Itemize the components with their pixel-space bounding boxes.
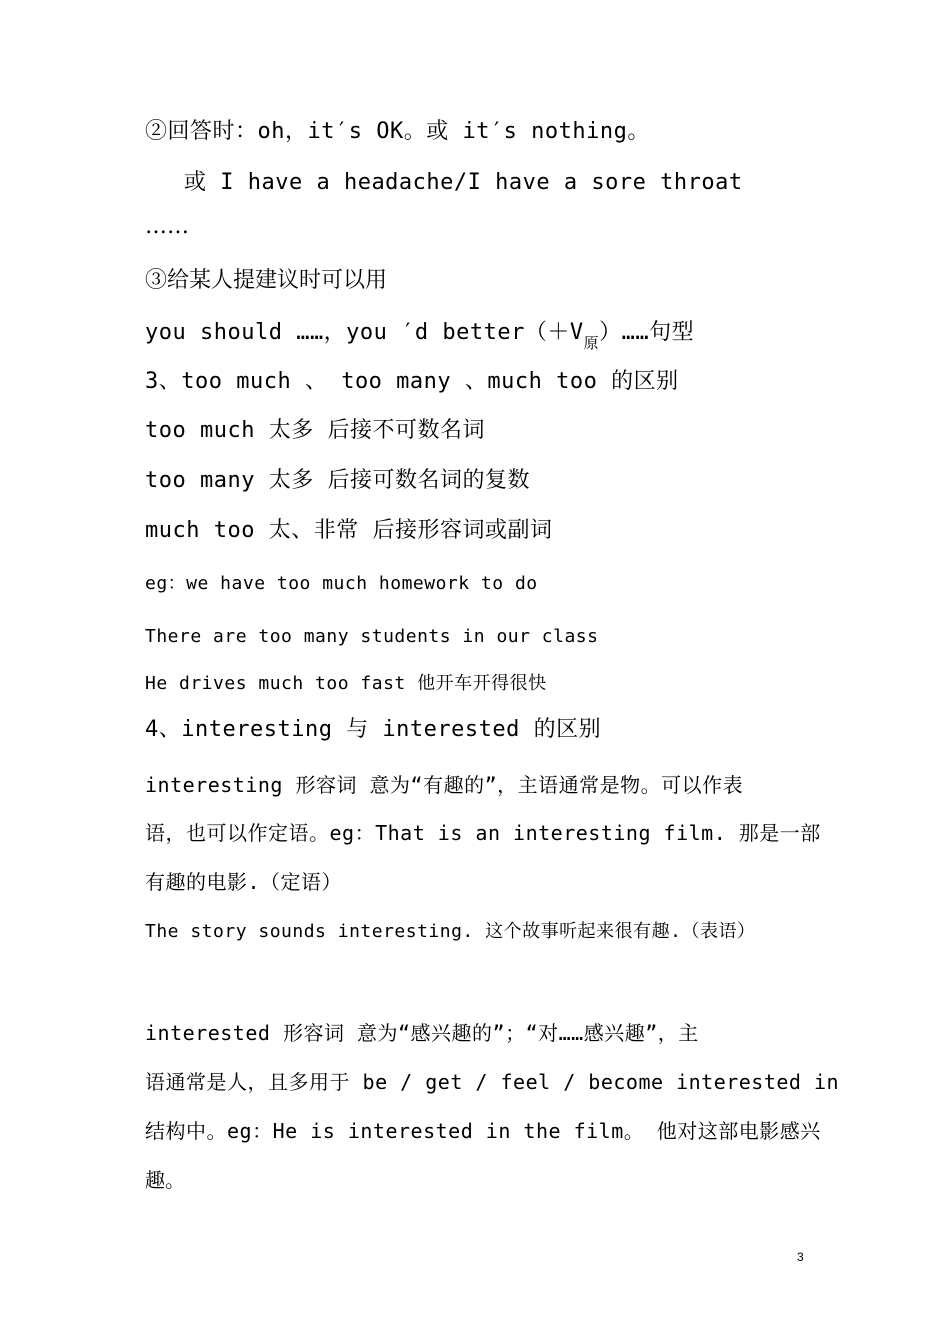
subscript: 原 (583, 334, 600, 352)
text-segment: ）……句型 (599, 320, 695, 345)
section-heading: 3、too much 、 too many 、much too 的区别 (145, 369, 679, 394)
text-line: ②回答时：oh，it′s OK。或 it′s nothing。 (145, 119, 650, 144)
example-line: eg：we have too much homework to do (145, 573, 538, 594)
section-heading: 4、interesting 与 interested 的区别 (145, 717, 602, 742)
text-line (145, 322, 694, 351)
text-segment: you should ……，you ′d better（＋V (145, 320, 584, 345)
text-line: too much 太多 后接不可数名词 (145, 418, 485, 443)
text-line: 有趣的电影.（定语） (145, 870, 343, 894)
page-number: 3 (797, 1250, 804, 1264)
text-line: much too 太、非常 后接形容词或副词 (145, 518, 553, 543)
section-heading: ③给某人提建议时可以用 (145, 268, 388, 293)
text-line: interested 形容词 意为“感兴趣的”；“对……感兴趣”，主 (145, 1021, 699, 1045)
text-line: 趣。 (145, 1168, 185, 1192)
text-line: 语，也可以作定语。eg：That is an interesting film. 那是一部 (145, 821, 821, 845)
example-line: There are too many students in our class (145, 626, 599, 647)
text-line: interesting 形容词 意为“有趣的”，主语通常是物。可以作表 (145, 773, 744, 797)
text-line: 结构中。eg：He is interested in the film。 他对这部电影感兴 (145, 1119, 821, 1143)
example-line: The story sounds interesting. 这个故事听起来很有趣.（表语） (145, 921, 756, 942)
example-line: He drives much too fast 他开车开得很快 (145, 673, 547, 694)
text-line: 或 I have a headache/I have a sore throat (184, 170, 743, 195)
text-line: 语通常是人，且多用于 be / get / feel / become interested in (145, 1070, 840, 1094)
text-line: too many 太多 后接可数名词的复数 (145, 468, 530, 493)
text-line: …… (145, 214, 189, 239)
